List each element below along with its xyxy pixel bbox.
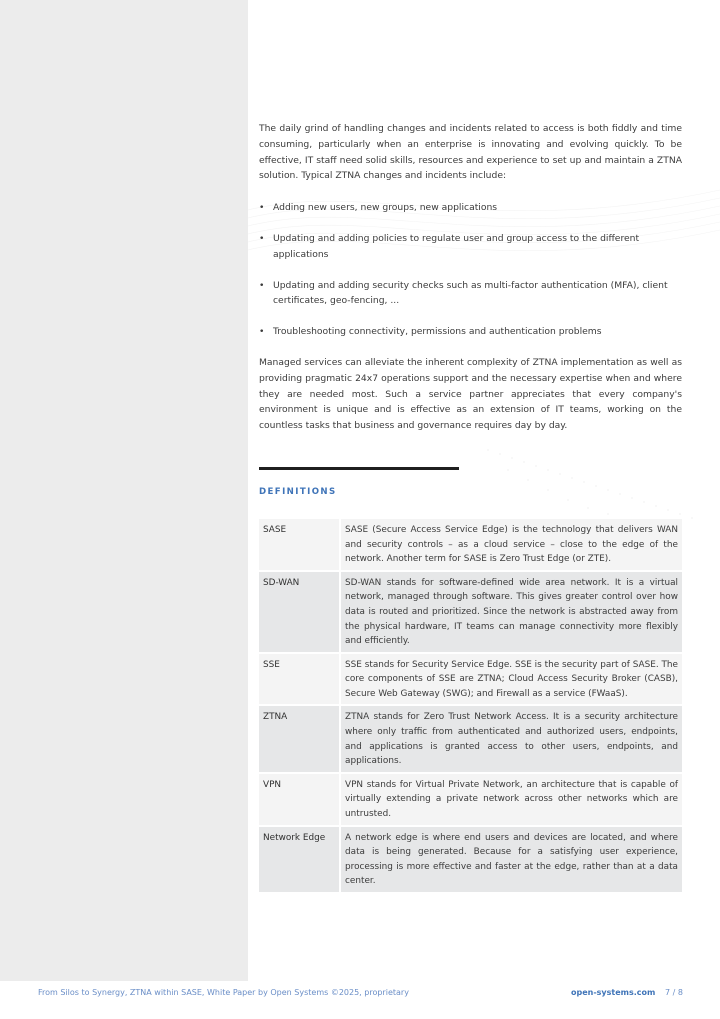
left-sidebar-panel [0,0,248,981]
list-item: • Updating and adding security checks such as multi-factor authentication (MFA), client certificates, geo-fencing, ... [259,279,668,307]
footer-page-number: 7 / 8 [665,988,683,997]
description-cell: ZTNA stands for Zero Trust Network Access. It is a security architecture where only traffic from authenticated and authorized users, endpoints, and applications is granted access to other users, endpoints, and applications. [341,706,682,771]
definitions-table [257,517,684,894]
description-cell: A network edge is where end users and devices are located, and where data is being generated. Because for a satisfying user experience, processing is more effective and faster at the edge, rather than at a data center. [341,827,682,892]
table-row [259,519,682,570]
footer-document-title: From Silos to Synergy, ZTNA within SASE, White Paper by Open Systems ©2025, proprietary [38,988,409,997]
bullet-dot: • [259,202,265,214]
term-cell: SD-WAN [259,572,339,652]
table-row [259,706,682,771]
table-row [259,827,682,892]
bullet-dot: • [259,279,265,291]
description-cell: SSE stands for Security Service Edge. SSE is the security part of SASE. The core components of SSE are ZTNA; Cloud Access Security Broker (CASB), Secure Web Gateway (SWG); and Firewall as a service (FWaaS). [341,654,682,705]
definitions-heading: DEFINITIONS [259,486,337,497]
intro-paragraph: The daily grind of handling changes and incidents related to access is both fiddly and time consuming, particularly when an enterprise is innovating and evolving quickly. To be effective, IT staff need solid skills, resources and experience to set up and maintain a ZTNA solution. Typical ZTNA changes and incidents include: [259,123,682,182]
bullet-dot: • [259,232,265,244]
table-row [259,654,682,705]
section-divider [259,467,459,470]
term-cell: SASE [259,519,339,570]
bullet-dot: • [259,326,265,338]
main-content [259,121,682,894]
term-cell: ZTNA [259,706,339,771]
description-cell: SD-WAN stands for software-defined wide area network. It is a virtual network, managed through software. This gives greater control over how data is routed and prioritized. Since the network is abstracted away from the physical hardware, IT teams can manage connectivity more flexibly and efficiently. [341,572,682,652]
table-row [259,774,682,825]
term-cell: VPN [259,774,339,825]
term-cell: SSE [259,654,339,705]
list-item: • Updating and adding policies to regulate user and group access to the different applications [259,232,640,260]
footer-website-link[interactable]: open-systems.com [571,988,656,997]
description-cell: VPN stands for Virtual Private Network, an architecture that is capable of virtually extending a private network across other networks which are untrusted. [341,774,682,825]
term-cell: Network Edge [259,827,339,892]
closing-paragraph: Managed services can alleviate the inherent complexity of ZTNA implementation as well as providing pragmatic 24x7 operations support and the necessary expertise when and where they are needed most. Such a service partner appreciates that every company's environment is unique and is effective as an extension of IT teams, working on the countless tasks that business and governance requires day by day. [259,356,682,432]
list-item: • Troubleshooting connectivity, permissions and authentication problems [259,324,682,340]
table-row [259,572,682,652]
changes-list [259,200,682,340]
description-cell: SASE (Secure Access Service Edge) is the technology that delivers WAN and security controls – as a cloud service – close to the edge of the network. Another term for SASE is Zero Trust Edge (or ZTE). [341,519,682,570]
list-item: • Adding new users, new groups, new applications [259,200,682,216]
